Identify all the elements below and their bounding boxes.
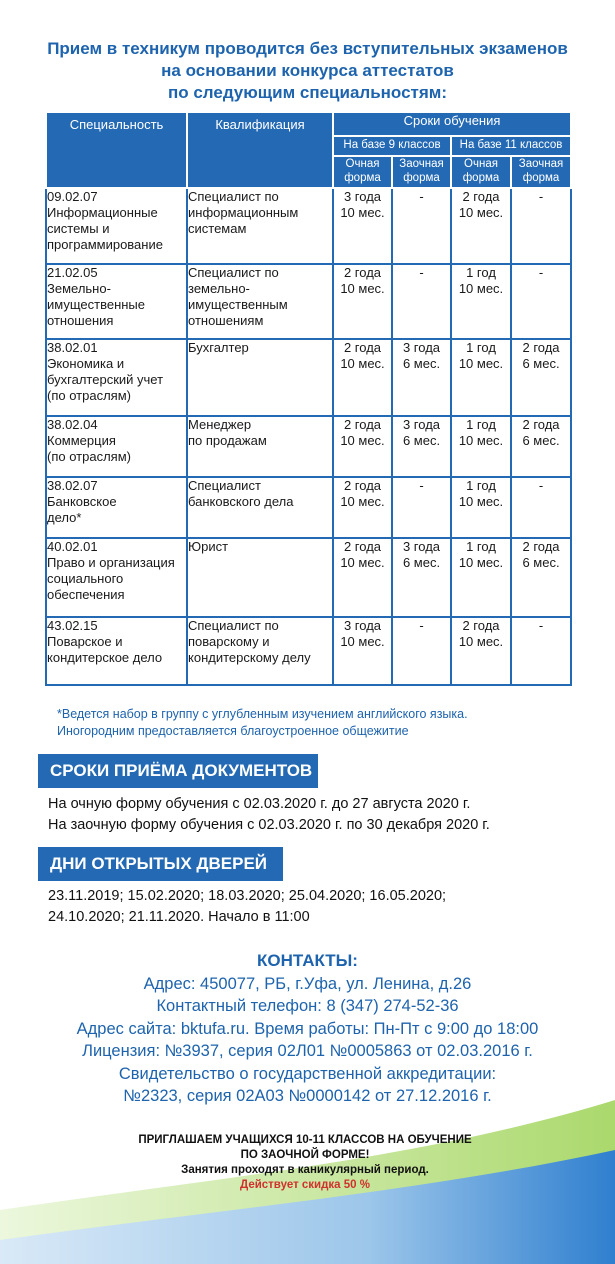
qualification-cell	[187, 416, 333, 477]
contacts-license: Лицензия: №3937, серия 02Л01 №0005863 от 02.03.2016 г.	[82, 1042, 533, 1060]
open-days-line-2: 24.10.2020; 21.11.2020. Начало в 11:00	[48, 909, 310, 925]
header-terms: Сроки обучения	[333, 112, 571, 136]
cell-text-line: 38.02.04	[47, 417, 98, 432]
cell-text-line: 10 мес.	[340, 281, 385, 296]
cell-text-line: 10 мес.	[340, 356, 385, 371]
cell-text-line: Экономика и	[47, 356, 125, 371]
cell-text-line: 1 год	[466, 417, 496, 432]
cell-text-line: бухгалтерский учет	[47, 372, 164, 387]
deadlines-heading: СРОКИ ПРИЁМА ДОКУМЕНТОВ	[38, 754, 318, 788]
cell-text-line: 3 года	[402, 417, 441, 432]
cell-text-line: 09.02.07	[47, 189, 98, 204]
term-fulltime-11-cell	[451, 188, 511, 264]
cell-text-line: 2 года	[343, 340, 382, 355]
intro-heading	[0, 38, 615, 104]
term-fulltime-11-cell	[451, 617, 511, 685]
term-parttime-9-cell	[392, 264, 451, 339]
cell-text-line: 1 год	[466, 340, 496, 355]
cell-text-line: Право и организация	[47, 555, 175, 570]
qualification-cell	[187, 477, 333, 538]
cell-text-line: 2 года	[522, 417, 560, 432]
header-fulltime-9: Очная форма	[333, 156, 392, 188]
cell-text-line: 6 мес.	[402, 433, 441, 448]
cell-text-line: -	[538, 189, 544, 204]
cell-text-line: 40.02.01	[47, 539, 98, 554]
term-parttime-9-cell	[392, 477, 451, 538]
deadlines-text	[48, 794, 490, 836]
specialty-cell	[46, 416, 187, 477]
qualification-cell	[187, 339, 333, 416]
cell-text-line: -	[419, 478, 424, 493]
cell-text-line: 2 года	[343, 265, 382, 280]
table-row	[46, 477, 571, 538]
table-row	[46, 617, 571, 685]
cell-text-line: 10 мес.	[340, 433, 385, 448]
cell-text-line: Информационные	[47, 205, 158, 220]
cell-text-line: 3 года	[343, 189, 382, 204]
cell-text-line: 6 мес.	[402, 555, 441, 570]
cell-text-line: 2 года	[522, 340, 560, 355]
cell-text-line: 3 года	[402, 340, 441, 355]
specialty-cell	[46, 477, 187, 538]
cell-text-line: отношения	[47, 313, 114, 328]
contacts-block	[0, 950, 615, 1108]
contacts-accreditation-1: Свидетельство о государственной аккредитации:	[118, 1064, 497, 1083]
contacts-title: КОНТАКТЫ:	[257, 951, 358, 970]
cell-text-line: банковского дела	[188, 494, 294, 509]
term-fulltime-9-cell	[333, 617, 392, 685]
footnote-line-1: *Ведется набор в группу с углубленным изучением английского языка.	[57, 707, 468, 721]
contacts-phone: Контактный телефон: 8 (347) 274-52-36	[156, 997, 459, 1015]
header-qualification: Квалификация	[187, 112, 333, 188]
cell-text-line: -	[538, 265, 544, 280]
term-fulltime-11-cell	[451, 339, 511, 416]
cell-text-line: -	[419, 618, 424, 633]
cell-text-line: 10 мес.	[458, 555, 504, 570]
intro-line-3: по следующим специальностям:	[167, 83, 448, 102]
contacts-site: Адрес сайта: bktufa.ru. Время работы: Пн-Пт с 9:00 до 18:00	[76, 1019, 539, 1038]
cell-text-line: отношениям	[188, 313, 264, 328]
cell-text-line: 10 мес.	[340, 494, 385, 509]
cell-text-line: (по отраслям)	[47, 388, 131, 403]
term-parttime-9-cell	[392, 416, 451, 477]
header-specialty: Специальность	[46, 112, 187, 188]
cell-text-line: 6 мес.	[522, 555, 560, 570]
cell-text-line: имущественным	[188, 297, 288, 312]
term-fulltime-9-cell	[333, 416, 392, 477]
promo-line-2: ПО ЗАОЧНОЙ ФОРМЕ!	[240, 1149, 370, 1161]
cell-text-line: 2 года	[462, 189, 500, 204]
term-parttime-11-cell	[511, 188, 571, 264]
footnote	[57, 706, 468, 740]
cell-text-line: 6 мес.	[522, 433, 560, 448]
term-parttime-9-cell	[392, 617, 451, 685]
cell-text-line: 10 мес.	[458, 494, 504, 509]
cell-text-line: поварскому и	[188, 634, 270, 649]
cell-text-line: (по отраслям)	[47, 449, 131, 464]
cell-text-line: социального	[47, 571, 124, 586]
cell-text-line: -	[419, 189, 424, 204]
cell-text-line: 6 мес.	[402, 356, 441, 371]
specialty-cell	[46, 188, 187, 264]
term-parttime-9-cell	[392, 538, 451, 617]
term-fulltime-11-cell	[451, 477, 511, 538]
cell-text-line: 2 года	[343, 478, 382, 493]
cell-text-line: 2 года	[522, 539, 560, 554]
contacts-accreditation-2: №2323, серия 02А03 №0000142 от 27.12.2016 г.	[123, 1087, 492, 1105]
footnote-line-2: Иногородним предоставляется благоустроенное общежитие	[57, 724, 409, 738]
promo-line-1: ПРИГЛАШАЕМ УЧАЩИХСЯ 10-11 КЛАССОВ НА ОБУЧЕНИЕ	[138, 1134, 472, 1146]
cell-text-line: 43.02.15	[47, 618, 98, 633]
cell-text-line: Менеджер	[188, 417, 252, 432]
cell-text-line: 2 года	[462, 618, 500, 633]
cell-text-line: 2 года	[343, 539, 382, 554]
term-parttime-11-cell	[511, 416, 571, 477]
term-fulltime-11-cell	[451, 264, 511, 339]
cell-text-line: Специалист по	[188, 189, 279, 204]
cell-text-line: Специалист по	[188, 618, 279, 633]
header-base9: На базе 9 классов	[333, 136, 451, 156]
intro-line-2: на основании конкурса аттестатов	[161, 61, 454, 80]
promo-block	[90, 1133, 520, 1193]
cell-text-line: 10 мес.	[340, 205, 385, 220]
qualification-cell	[187, 188, 333, 264]
open-days-line-1: 23.11.2019; 15.02.2020; 18.03.2020; 25.04.2020; 16.05.2020;	[48, 888, 447, 904]
cell-text-line: 2 года	[343, 417, 382, 432]
term-fulltime-9-cell	[333, 538, 392, 617]
qualification-cell	[187, 538, 333, 617]
cell-text-line: 38.02.07	[47, 478, 98, 493]
cell-text-line: -	[538, 618, 544, 633]
cell-text-line: 10 мес.	[458, 281, 504, 296]
specialty-cell	[46, 264, 187, 339]
table-row	[46, 416, 571, 477]
header-base11: На базе 11 классов	[451, 136, 571, 156]
term-parttime-9-cell	[392, 339, 451, 416]
cell-text-line: 10 мес.	[458, 634, 504, 649]
term-parttime-11-cell	[511, 617, 571, 685]
intro-line-1: Прием в техникум проводится без вступительных экзаменов	[47, 39, 568, 58]
cell-text-line: Банковское	[47, 494, 117, 509]
cell-text-line: -	[538, 478, 544, 493]
cell-text-line: Специалист по	[188, 265, 279, 280]
term-parttime-11-cell	[511, 264, 571, 339]
table-row	[46, 188, 571, 264]
cell-text-line: информационным	[188, 205, 299, 220]
cell-text-line: 10 мес.	[340, 555, 385, 570]
cell-text-line: по продажам	[188, 433, 267, 448]
deadlines-line-2: На заочную форму обучения с 02.03.2020 г. по 30 декабря 2020 г.	[48, 817, 490, 833]
cell-text-line: обеспечения	[47, 587, 125, 602]
open-days-text	[48, 886, 446, 928]
cell-text-line: Коммерция	[47, 433, 116, 448]
term-fulltime-9-cell	[333, 339, 392, 416]
deadlines-line-1: На очную форму обучения с 02.03.2020 г. до 27 августа 2020 г.	[48, 796, 471, 812]
term-parttime-9-cell	[392, 188, 451, 264]
cell-text-line: 21.02.05	[47, 265, 98, 280]
cell-text-line: Специалист	[188, 478, 261, 493]
term-fulltime-9-cell	[333, 188, 392, 264]
qualification-cell	[187, 617, 333, 685]
cell-text-line: Поварское и	[47, 634, 123, 649]
specialties-table	[45, 111, 572, 686]
header-parttime-11: Заочная форма	[511, 156, 571, 188]
term-parttime-11-cell	[511, 339, 571, 416]
cell-text-line: 6 мес.	[522, 356, 560, 371]
cell-text-line: Земельно-	[47, 281, 111, 296]
promo-discount: Действует скидка 50 %	[239, 1179, 370, 1191]
cell-text-line: 3 года	[402, 539, 441, 554]
term-fulltime-9-cell	[333, 264, 392, 339]
term-parttime-11-cell	[511, 538, 571, 617]
header-parttime-9: Заочная форма	[392, 156, 451, 188]
cell-text-line: 1 год	[466, 478, 496, 493]
table-row	[46, 264, 571, 339]
cell-text-line: имущественные	[47, 297, 146, 312]
cell-text-line: Юрист	[188, 539, 229, 554]
qualification-cell	[187, 264, 333, 339]
cell-text-line: 10 мес.	[458, 205, 504, 220]
cell-text-line: системам	[188, 221, 247, 236]
promo-line-3: Занятия проходят в каникулярный период.	[181, 1164, 429, 1176]
cell-text-line: системы и	[47, 221, 110, 236]
table-row	[46, 339, 571, 416]
cell-text-line: кондитерскому делу	[188, 650, 311, 665]
open-days-heading: ДНИ ОТКРЫТЫХ ДВЕРЕЙ	[38, 847, 283, 881]
cell-text-line: земельно-	[188, 281, 250, 296]
specialty-cell	[46, 617, 187, 685]
cell-text-line: 10 мес.	[458, 433, 504, 448]
cell-text-line: 1 год	[466, 265, 496, 280]
term-fulltime-9-cell	[333, 477, 392, 538]
specialty-cell	[46, 339, 187, 416]
term-fulltime-11-cell	[451, 416, 511, 477]
cell-text-line: 38.02.01	[47, 340, 98, 355]
cell-text-line: 10 мес.	[458, 356, 504, 371]
cell-text-line: программирование	[47, 237, 163, 252]
header-fulltime-11: Очная форма	[451, 156, 511, 188]
cell-text-line: 1 год	[466, 539, 496, 554]
cell-text-line: кондитерское дело	[47, 650, 163, 665]
cell-text-line: 10 мес.	[340, 634, 385, 649]
specialty-cell	[46, 538, 187, 617]
term-parttime-11-cell	[511, 477, 571, 538]
cell-text-line: Бухгалтер	[188, 340, 249, 355]
cell-text-line: 3 года	[343, 618, 382, 633]
term-fulltime-11-cell	[451, 538, 511, 617]
contacts-address: Адрес: 450077, РБ, г.Уфа, ул. Ленина, д.26	[143, 974, 472, 993]
cell-text-line: дело*	[47, 510, 82, 525]
table-row	[46, 538, 571, 617]
cell-text-line: -	[419, 265, 424, 280]
table-body	[46, 188, 571, 685]
